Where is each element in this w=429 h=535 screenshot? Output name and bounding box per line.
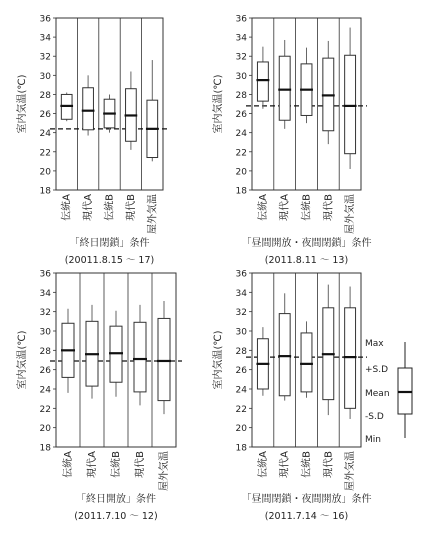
legend-max-label: Max [365,339,384,349]
y-tick-label: 24 [235,385,247,396]
y-tick-label: 30 [235,71,247,82]
y-tick-label: 20 [235,424,247,435]
category-label: 現代B [135,451,146,478]
y-tick-label: 20 [235,167,247,178]
y-tick-label: 18 [235,443,247,454]
category-label: 伝統B [301,194,313,221]
category-label: 現代A [279,194,291,221]
category-label: 現代A [87,451,98,478]
y-tick-label: 36 [235,269,247,280]
y-tick-label: 30 [39,71,51,82]
category-label: 伝統B [301,451,313,478]
y-tick-label: 30 [235,327,247,338]
chart-caption-dates: (20011.8.15 ～ 17) [64,255,155,266]
category-label: 現代B [323,194,335,221]
y-tick-label: 34 [235,33,247,44]
sd-box [279,56,290,120]
y-tick-label: 34 [39,288,51,299]
y-tick-label: 28 [235,90,247,101]
y-axis-label: 室内気温(℃) [213,330,224,390]
y-tick-label: 18 [39,443,51,454]
y-tick-label: 32 [235,52,247,63]
y-tick-label: 20 [39,424,51,435]
legend-minus-sd-label: -S.D [365,412,384,422]
y-axis-label: 室内気温(℃) [213,74,224,134]
box-5 [157,301,171,414]
y-tick-label: 30 [39,327,51,338]
sd-box [345,55,356,153]
box-4 [322,285,335,416]
legend-mean-label: Mean [365,389,390,399]
box-5 [344,287,357,419]
category-label: 現代B [323,451,335,478]
sd-box [134,322,146,392]
category-label: 屋外気温 [345,194,357,234]
category-label: 伝統A [257,451,269,478]
y-tick-label: 28 [235,346,247,357]
box-3 [103,94,116,132]
y-tick-label: 26 [39,366,51,377]
category-label: 屋外気温 [345,451,357,491]
y-tick-label: 24 [39,385,51,396]
chart-caption-dates: (2011.8.11 ～ 13) [264,255,349,266]
legend-min-label: Min [365,435,381,445]
y-tick-label: 24 [235,129,247,140]
category-label: 伝統A [63,451,74,478]
sd-box [158,318,170,400]
category-label: 伝統A [61,194,73,221]
box-5 [344,28,357,169]
chart-caption-dates: (2011.7.10 ～ 12) [74,511,158,522]
y-tick-label: 34 [235,288,247,299]
chart-caption: 「終日開放」条件 [76,494,156,505]
y-tick-label: 32 [39,52,51,63]
sd-box [301,333,312,392]
chart-panel-1 [15,15,169,267]
category-label: 現代A [279,451,291,478]
chart-caption: 「終日閉鎖」条件 [69,238,150,249]
box-2 [278,293,291,400]
y-tick-label: 20 [39,167,51,178]
charts-layer [15,15,372,523]
box-2 [85,305,99,399]
sd-box [279,314,290,396]
y-tick-label: 36 [39,269,51,280]
y-tick-label: 34 [39,33,51,44]
box-5 [146,60,159,161]
box-2 [278,40,291,129]
y-tick-label: 26 [39,110,51,121]
box-2 [82,75,95,135]
category-label: 伝統B [111,451,122,478]
y-tick-label: 24 [39,129,51,140]
box-1 [61,309,75,393]
chart-caption-dates: (2011.7.14 ～ 16) [264,511,349,522]
y-tick-label: 18 [39,186,51,197]
category-label: 現代B [125,194,137,221]
y-tick-label: 28 [39,346,51,357]
box-1 [60,93,73,122]
y-tick-label: 32 [235,308,247,319]
y-tick-label: 26 [235,366,247,377]
sd-box [257,62,268,101]
y-tick-label: 22 [39,148,51,159]
y-tick-label: 22 [39,404,51,415]
box-3 [109,311,123,397]
box-4 [125,72,138,150]
legend-plus-sd-label: +S.D [365,365,389,375]
box-3 [300,321,313,397]
box-1 [256,327,269,396]
chart-panel-4 [211,270,372,523]
y-tick-label: 18 [235,186,247,197]
category-label: 現代A [83,194,95,221]
chart-caption: 「昼間開放・夜間閉鎖」条件 [241,238,372,249]
y-tick-label: 22 [235,148,247,159]
chart-panel-2 [211,15,372,267]
box-1 [256,47,269,109]
y-tick-label: 36 [235,14,247,25]
box-3 [300,48,313,123]
boxplot-legend [365,339,412,445]
y-axis-label: 室内気温(℃) [17,74,28,134]
y-axis-label: 室内気温(℃) [17,330,28,390]
category-label: 伝統A [257,194,269,221]
category-label: 屋外気温 [147,194,159,234]
chart-caption: 「昼間閉鎖・夜間開放」条件 [241,494,372,505]
y-tick-label: 28 [39,90,51,101]
sd-box [83,88,94,130]
y-tick-label: 36 [39,14,51,25]
y-tick-label: 32 [39,308,51,319]
box-4 [322,41,335,144]
category-label: 伝統B [104,194,116,221]
chart-panel-3 [15,270,182,523]
y-tick-label: 22 [235,404,247,415]
category-label: 屋外気温 [159,451,170,491]
box-4 [133,305,147,406]
y-tick-label: 26 [235,110,247,121]
